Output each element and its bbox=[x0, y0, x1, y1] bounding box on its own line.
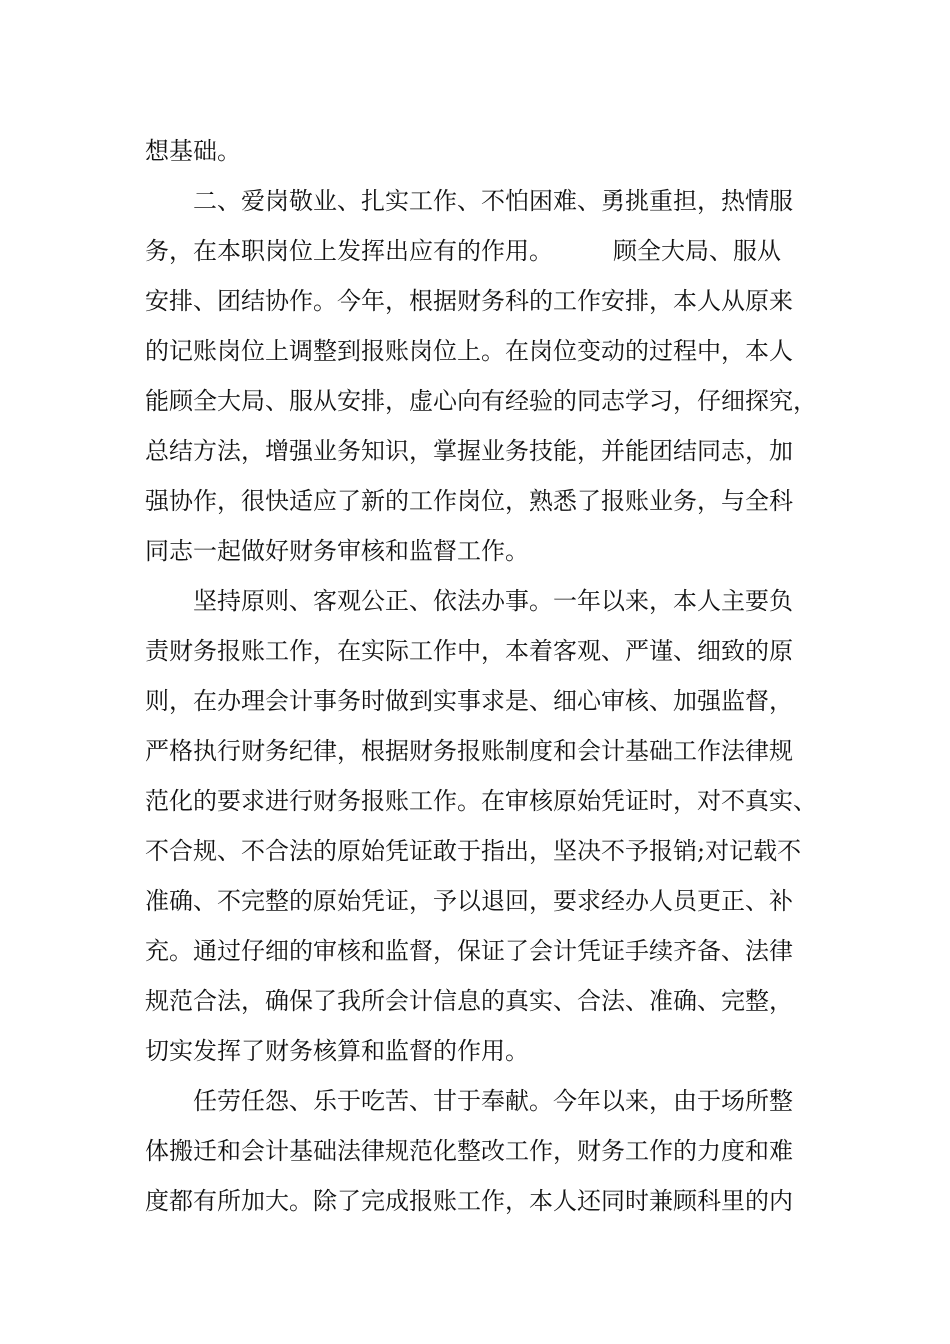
text-line: 严格执行财务纪律，根据财务报账制度和会计基础工作法律规 bbox=[145, 737, 793, 765]
paragraph-start-line: 坚持原则、客观公正、依法办事。一年以来，本人主要负 bbox=[193, 587, 793, 615]
text-line: 责财务报账工作，在实际工作中，本着客观、严谨、细致的原 bbox=[145, 637, 793, 665]
text-line: 则，在办理会计事务时做到实事求是、细心审核、加强监督， bbox=[145, 687, 793, 715]
text-line: 能顾全大局、服从安排，虚心向有经验的同志学习，仔细探究， bbox=[145, 387, 817, 415]
text-line: 度都有所加大。除了完成报账工作，本人还同时兼顾科里的内 bbox=[145, 1187, 793, 1215]
paragraph-start-line: 二、爱岗敬业、扎实工作、不怕困难、勇挑重担，热情服 bbox=[193, 187, 793, 215]
text-line: 安排、团结协作。今年，根据财务科的工作安排，本人从原来 bbox=[145, 287, 793, 315]
text-line: 总结方法，增强业务知识，掌握业务技能，并能团结同志，加 bbox=[145, 437, 793, 465]
text-line: 规范合法，确保了我所会计信息的真实、合法、准确、完整， bbox=[145, 987, 793, 1015]
text-line: 强协作，很快适应了新的工作岗位，熟悉了报账业务，与全科 bbox=[145, 487, 793, 515]
text-line: 同志一起做好财务审核和监督工作。 bbox=[145, 537, 529, 565]
text-line: 充。通过仔细的审核和监督，保证了会计凭证手续齐备、法律 bbox=[145, 937, 793, 965]
text-line: 务，在本职岗位上发挥出应有的作用。 顾全大局、服从 bbox=[145, 237, 781, 265]
text-line: 准确、不完整的原始凭证，予以退回，要求经办人员更正、补 bbox=[145, 887, 793, 915]
text-line: 的记账岗位上调整到报账岗位上。在岗位变动的过程中，本人 bbox=[145, 337, 793, 365]
text-line: 切实发挥了财务核算和监督的作用。 bbox=[145, 1037, 529, 1065]
text-line: 想基础。 bbox=[145, 137, 241, 165]
paragraph-start-line: 任劳任怨、乐于吃苦、甘于奉献。今年以来，由于场所整 bbox=[193, 1087, 793, 1115]
text-line: 范化的要求进行财务报账工作。在审核原始凭证时，对不真实、 bbox=[145, 787, 817, 815]
text-line: 不合规、不合法的原始凭证敢于指出，坚决不予报销;对记载不 bbox=[145, 837, 802, 865]
text-line: 体搬迁和会计基础法律规范化整改工作，财务工作的力度和难 bbox=[145, 1137, 793, 1165]
